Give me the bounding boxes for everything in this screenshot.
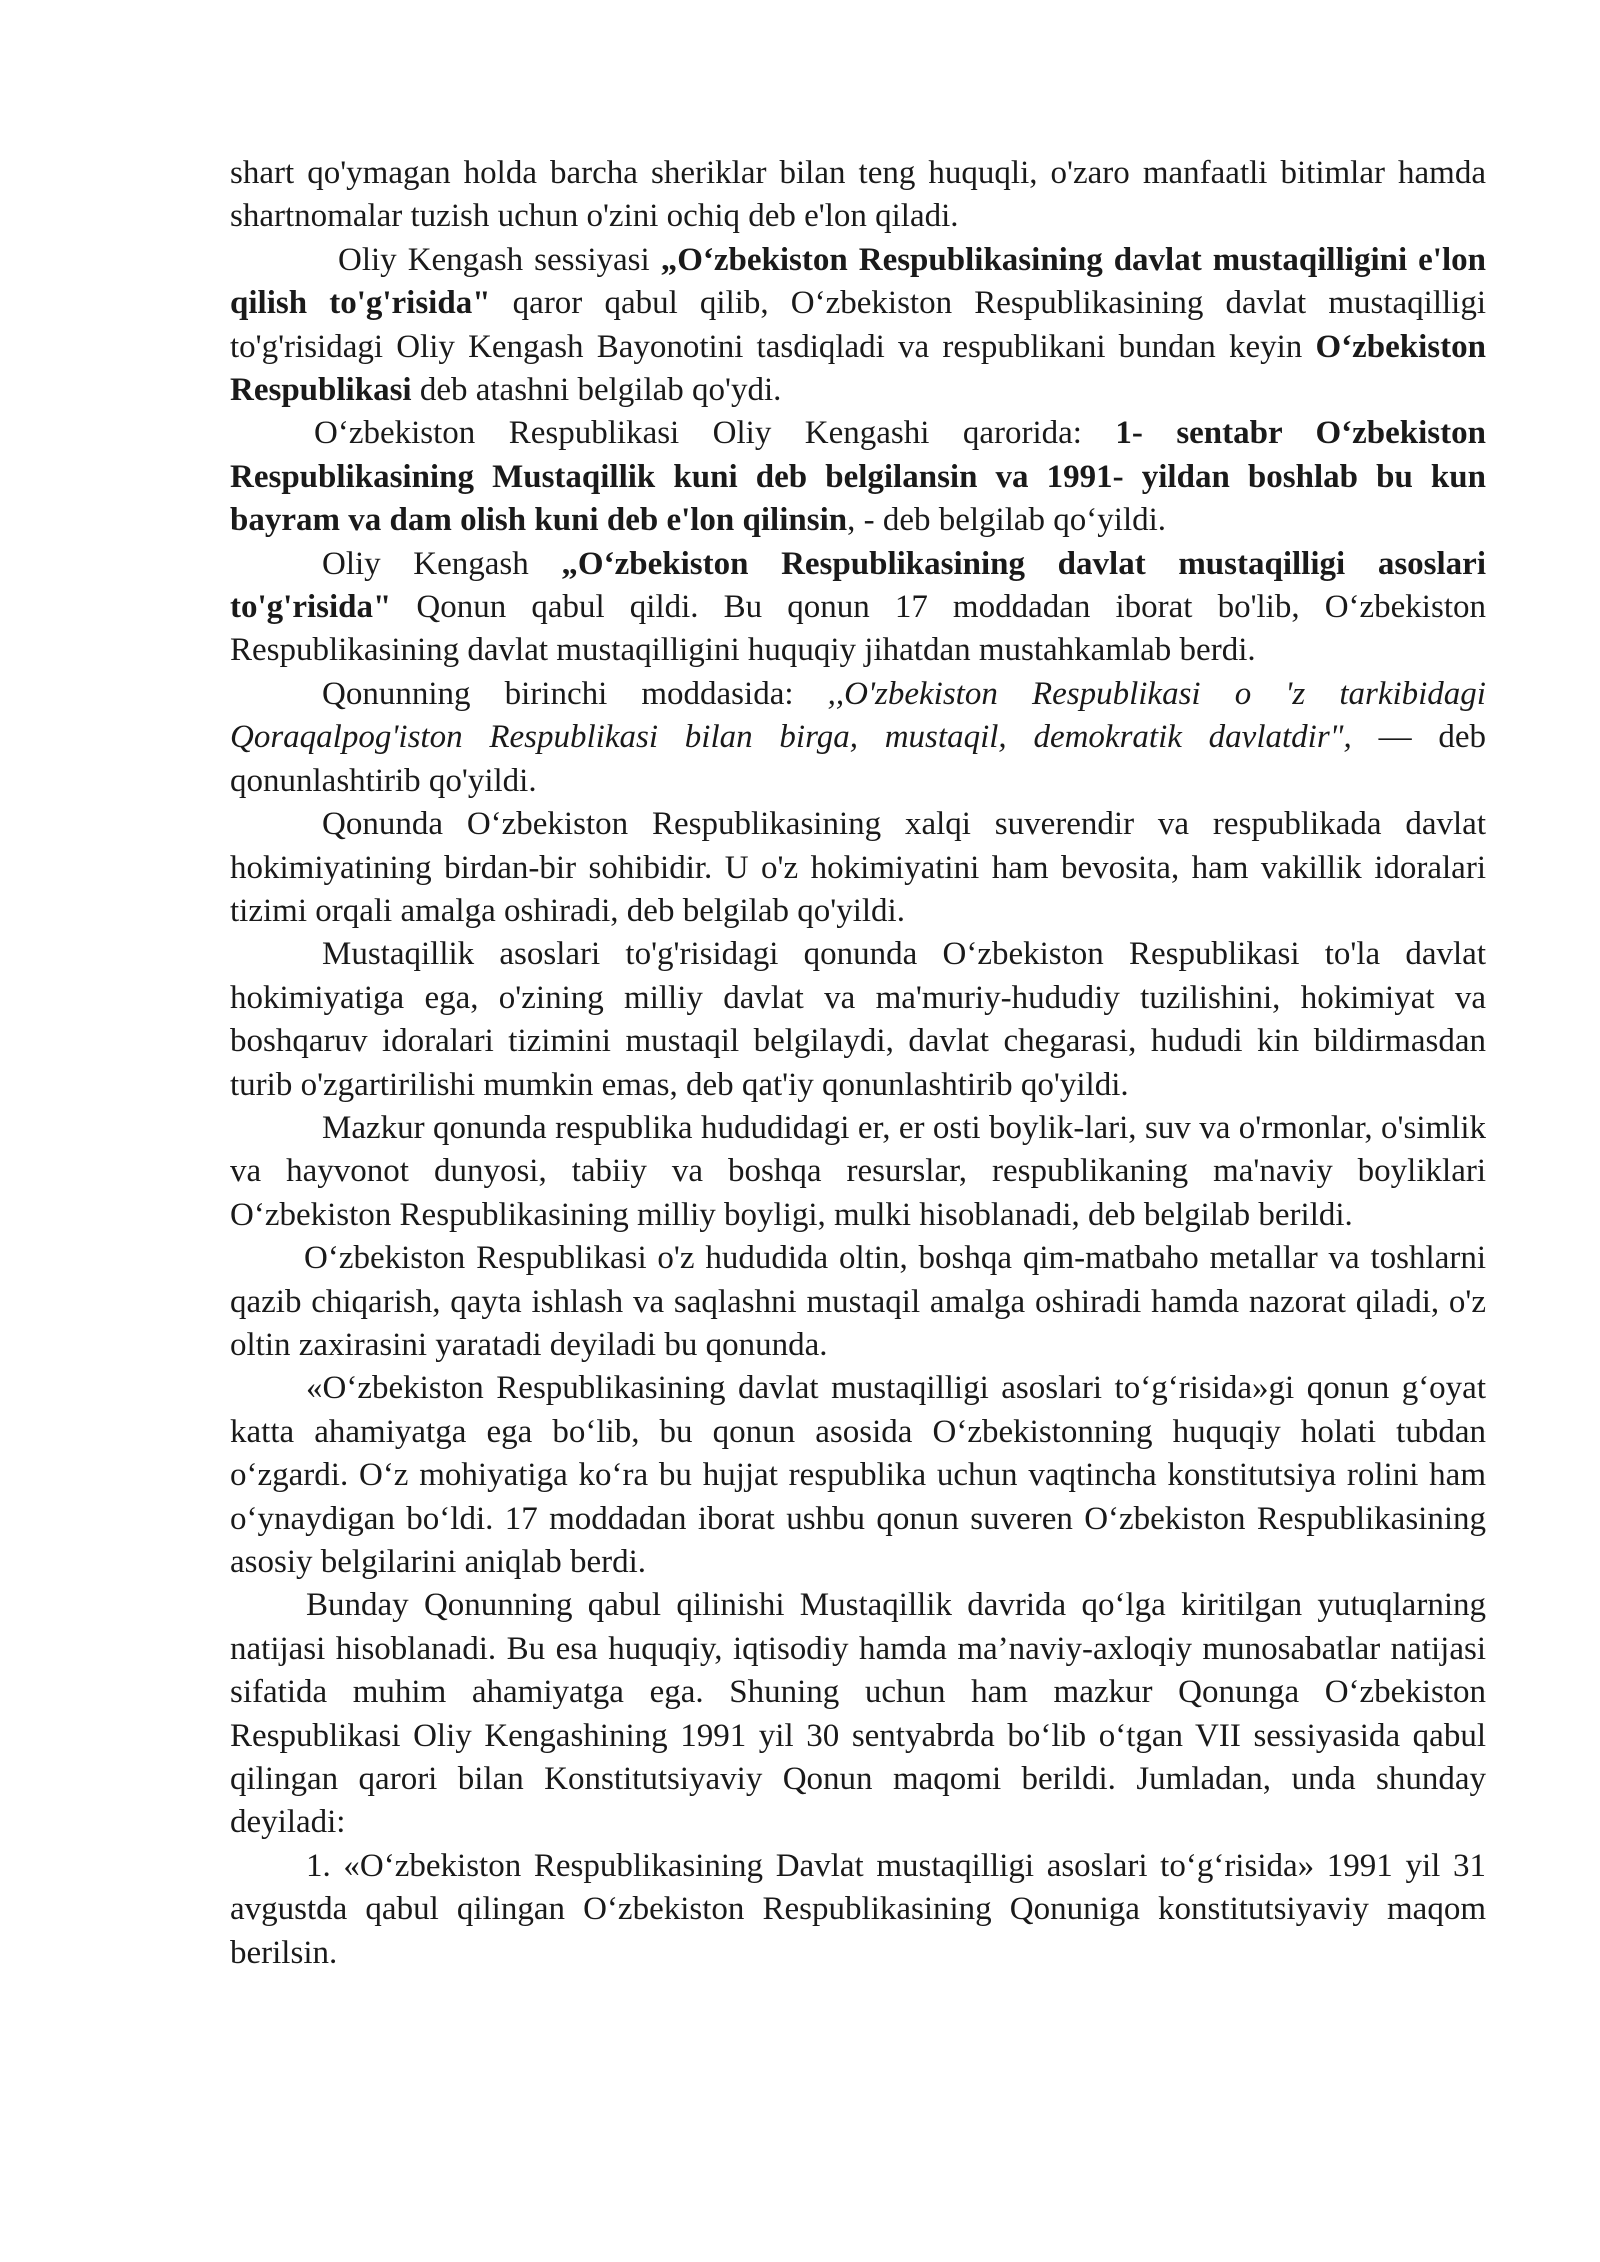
- paragraph-mustaqillik-kuni: [230, 412, 1486, 542]
- paragraph-continuation: [230, 152, 1486, 239]
- paragraph-oltin-zaxira: [230, 1237, 1486, 1367]
- paragraph-davlat-hokimiyati: [230, 933, 1486, 1107]
- italic-article-quote: ,,O'zbekiston Respublikasi o 'z tarkibidagi Qoraqalpog'iston Respublikasi bilan birga, mustaqil, demokratik davlatdir",: [230, 675, 1486, 756]
- paragraph-text: Qonunda O‘zbekiston Respublikasining xalqi suverendir va respublikada davlat hokimiyatining birdan-bir sohibidir. U o'z hokimiyatini ham bevosita, ham vakillik idoralari tizimi orqali amalga oshiradi, deb belgilab qo'yildi.: [230, 806, 1486, 929]
- paragraph-text: qaror qabul qilib, O‘zbekiston Respublikasining davlat mustaqilligi to'g'risidagi Oliy Kengash Bayonotini tasdiqladi va respublikani bundan keyin: [230, 285, 1486, 365]
- paragraph-text: O‘zbekiston Respublikasi o'z hududida oltin, boshqa qim-matbaho metallar va toshlarni qazib chiqarish, qayta ishlash va saqlashni mustaqil amalga oshiradi hamda nazorat qiladi, o'z oltin zaxirasini yaratadi deyiladi bu qonunda.: [230, 1240, 1486, 1363]
- paragraph-qonun-qabul: [230, 543, 1486, 673]
- paragraph-text: — deb qonunlashtirib qo'yildi.: [230, 719, 1486, 799]
- paragraph-text: Oliy Kengash: [322, 545, 562, 582]
- numbered-item-1: [230, 1845, 1486, 1975]
- paragraph-text: O‘zbekiston Respublikasi Oliy Kengashi qarorida:: [314, 415, 1116, 452]
- paragraph-text: deb atashni belgilab qo'ydi.: [411, 372, 782, 409]
- paragraph-konstitutsiyaviy-maqom: [230, 1584, 1486, 1844]
- paragraph-text: Mustaqillik asoslari to'g'risidagi qonunda O‘zbekiston Respublikasi to'la davlat hokimiyatiga ega, o'zining milliy davlat va ma'muriy-hududiy tuzilishini, hokimiyat va boshqaruv idoralari tizimini mustaqil belgilaydi, davlat chegarasi, hududi kin bildirmasdan turib o'zgartirilishi mumkin emas, deb qat'iy qonunlashtirib qo'yildi.: [230, 936, 1486, 1103]
- bold-country-name: O‘zbekiston Respublikasi: [230, 328, 1486, 409]
- paragraph-text: Oliy Kengash sessiyasi: [338, 241, 661, 278]
- paragraph-milliy-boylik: [230, 1107, 1486, 1237]
- paragraph-sessiya-qarori: [230, 239, 1486, 413]
- paragraph-xalq-suveren: [230, 803, 1486, 933]
- bold-decree-title: „O‘zbekiston Respublikasining davlat mustaqilligini e'lon qilish to'g'risida": [230, 241, 1486, 322]
- paragraph-birinchi-modda: [230, 673, 1486, 803]
- paragraph-text: Mazkur qonunda respublika hududidagi er, er osti boylik-lari, suv va o'rmonlar, o'simlik va hayvonot dunyosi, tabiiy va boshqa resurslar, respublikaning ma'naviy boyliklari O‘zbekiston Respublikasining milliy boyligi, mulki hisoblanadi, deb belgilab berildi.: [230, 1109, 1486, 1233]
- paragraph-qonun-ahamiyati: [230, 1367, 1486, 1584]
- paragraph-text: Qonun qabul qildi. Bu qonun 17 moddadan iborat bo'lib, O‘zbekiston Respublikasining davlat mustaqilligini huquqiy jihatdan mustahkamlab berdi.: [230, 589, 1486, 669]
- paragraph-text: 1. «O‘zbekiston Respublikasining Davlat mustaqilligi asoslari to‘g‘risida» 1991 yil 31 avgustda qabul qilingan O‘zbekiston Respublikasining Qonuniga konstitutsiyaviy maqom berilsin.: [230, 1847, 1486, 1971]
- paragraph-text: Bunday Qonunning qabul qilinishi Mustaqillik davrida qo‘lga kiritilgan yutuqlarning natijasi hisoblanadi. Bu esa huquqiy, iqtisodiy hamda ma’naviy-axloqiy munosabatlar natijasi sifatida muhim ahamiyatga ega. Shuning uchun ham mazkur Qonunga O‘zbekiston Respublikasi Oliy Kengashining 1991 yil 30 sentyabrda bo‘lib o‘tgan VII sessiyasida qabul qilingan qarori bilan Konstitutsiyaviy Qonun maqomi berildi. Jumladan, unda shunday deyiladi:: [230, 1587, 1486, 1841]
- paragraph-text: shart qo'ymagan holda barcha sheriklar bilan teng huquqli, o'zaro manfaatli bitimlar hamda shartnomalar tuzish uchun o'zini ochiq deb e'lon qiladi.: [230, 155, 1486, 235]
- bold-independence-day-text: 1- sentabr O‘zbekiston Respublikasining Mustaqillik kuni deb belgilansin va 1991- yildan boshlab bu kun bayram va dam olish kuni deb e'lon qilinsin: [230, 415, 1486, 539]
- paragraph-text: Qonunning birinchi moddasida:: [322, 675, 828, 712]
- paragraph-text: , - deb belgilab qo‘yildi.: [847, 502, 1167, 539]
- bold-law-title: „O‘zbekiston Respublikasining davlat mustaqilligi asoslari to'g'risida": [230, 545, 1486, 626]
- paragraph-text: «O‘zbekiston Respublikasining davlat mustaqilligi asoslari to‘g‘risida»gi qonun g‘oyat katta ahamiyatga ega bo‘lib, bu qonun asosida O‘zbekistonning huquqiy holati tubdan o‘zgardi. O‘z mohiyatiga ko‘ra bu hujjat respublika uchun vaqtincha konstitutsiya rolini ham o‘ynaydigan bo‘ldi. 17 moddadan iborat ushbu qonun suveren O‘zbekiston Respublikasining asosiy belgilarini aniqlab berdi.: [230, 1370, 1486, 1580]
- document-page: [230, 152, 1486, 1975]
